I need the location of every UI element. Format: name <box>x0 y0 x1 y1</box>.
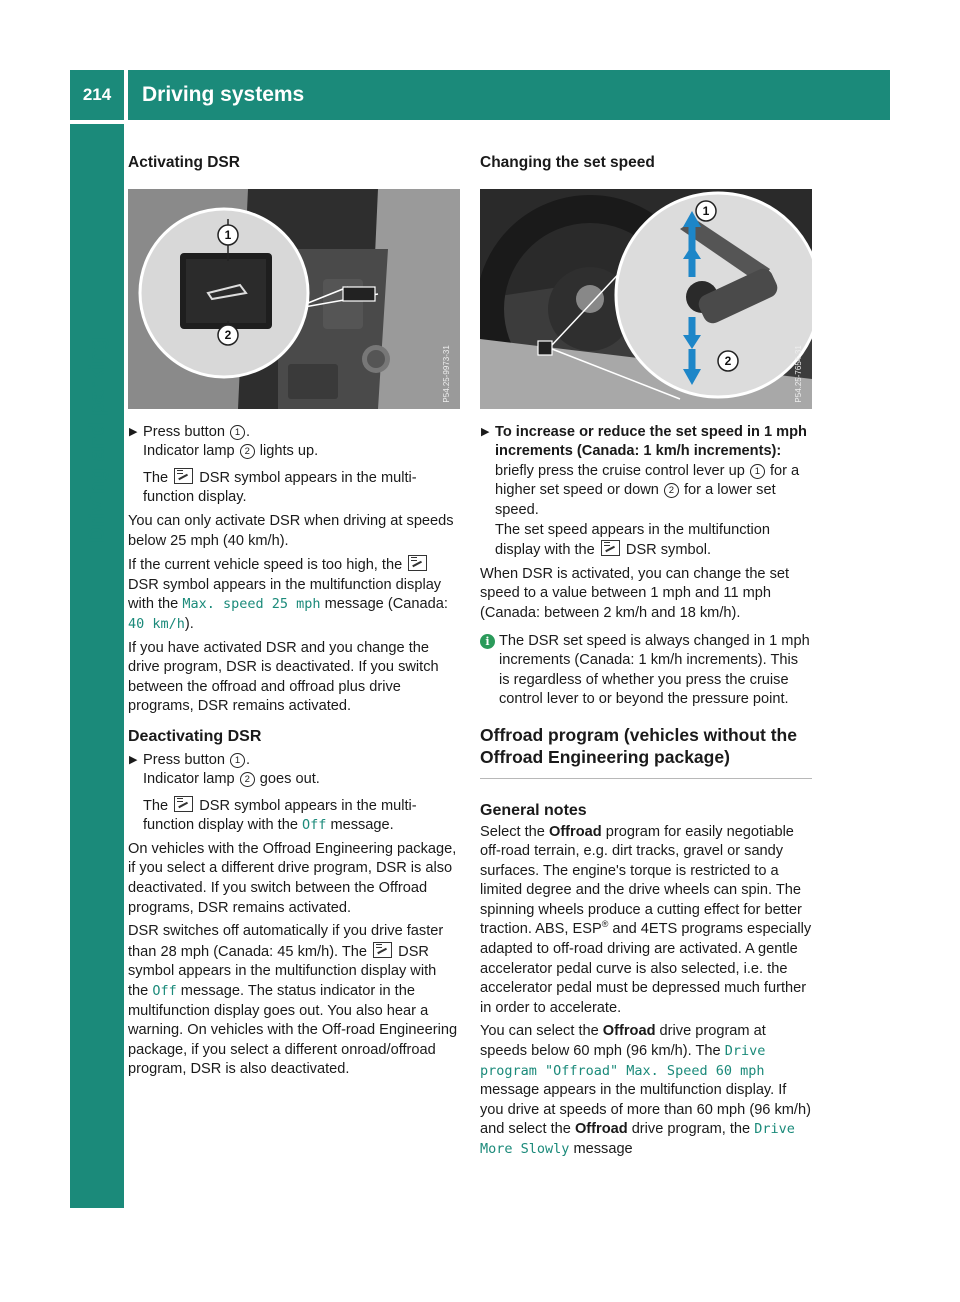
paragraph: When DSR is activated, you can change the set speed to a value between 1 mph and 11 mph (Canada: between 2 km/h and 18 km/h). <box>480 565 790 621</box>
deactivate-step: ▶ Press button 1 . Indicator lamp 2 goes out. The DSR symbol appears in the multi-function display with the Off message. <box>129 751 417 834</box>
paragraph: If you have activated DSR and you change the drive program, DSR is deactivated. If you switch between the offroad and offroad plus drive programs, DSR remains activated. <box>128 639 439 715</box>
paragraph: Select the Offroad program for easily negotiable off-road terrain, e.g. dirt tracks, gravel or sandy surfaces. The engine's torque is restricted to a limited degree and the drive wheels can spin. The spinning wheels produce a cutting effect for better traction. ABS, ESP® and 4ETS programs especially adapted to off-road driving are activated. A gentle accelerator pedal curve is also selected, i.e. the accelerator pedal must be depressed much further in order to accelerate. <box>480 823 812 1016</box>
paragraph: You can only activate DSR when driving at speeds below 25 mph (40 km/h). <box>128 512 454 549</box>
paragraph: On vehicles with the Offroad Engineering package, if you select a different drive program, DSR is also deactivated. If you switch between the Offroad programs, DSR remains activated. <box>128 840 457 916</box>
dsr-symbol-icon <box>601 540 620 556</box>
step-arrow-icon: ▶ <box>129 753 138 766</box>
side-tab <box>70 124 124 1208</box>
right-column <box>480 150 812 1164</box>
callout-1-icon: 1 <box>230 425 245 440</box>
left-column <box>128 150 460 1084</box>
center-console-figure <box>128 189 460 409</box>
dsr-symbol-icon <box>174 468 193 484</box>
callout-1: 1 <box>224 227 232 242</box>
callout-2: 2 <box>224 327 232 342</box>
side-tab-label: Driving and parking <box>84 336 109 544</box>
callout-1-icon: 1 <box>750 464 765 479</box>
page-header <box>70 70 890 120</box>
display-message: Max. speed 25 mph <box>182 596 321 613</box>
display-message: Drive program "Offroad" Max. Speed 60 mph <box>480 1043 766 1079</box>
step-arrow-icon: ▶ <box>129 425 138 438</box>
dsr-symbol-icon <box>373 942 392 958</box>
general-notes-heading: General notes <box>480 801 587 819</box>
info-icon: i <box>480 634 495 649</box>
callout-2: 2 <box>724 353 732 368</box>
callout-2-icon: 2 <box>664 483 679 498</box>
callout-2-icon: 2 <box>240 444 255 459</box>
figure-code: P54.25-7654-31 <box>793 345 803 403</box>
paragraph: If the current vehicle speed is too high, the DSR symbol appears in the multifunction display with the Max. speed 25 mph message (Canada: 40 km/h). <box>128 557 448 632</box>
paragraph: You can select the Offroad drive program at speeds below 60 mph (96 km/h). The Drive program "Offroad" Max. Speed 60 mph message appears in the multifunction display. If you drive at speeds of more than 60 mph (96 km/h) and select the Offroad drive program, the Drive More Slowly message <box>480 1023 811 1157</box>
display-message: Drive More Slowly <box>480 1121 795 1157</box>
display-message: Off <box>302 817 327 834</box>
offroad-program-heading: Offroad program (vehicles without the Offroad Engineering package) <box>480 724 812 779</box>
changing-speed-heading: Changing the set speed <box>480 154 655 171</box>
info-note: i The DSR set speed is always changed in 1 mph increments (Canada: 1 km/h increments). This is regardless of whether you press the cruise control lever to or beyond the pressure point. <box>480 632 812 710</box>
page-number: 214 <box>70 70 124 120</box>
center-console-illustration <box>128 189 460 409</box>
dsr-symbol-icon <box>408 555 427 571</box>
deactivating-dsr-heading: Deactivating DSR <box>128 727 262 745</box>
display-message: Off <box>152 983 177 1000</box>
callout-2-icon: 2 <box>240 772 255 787</box>
cruise-lever-illustration <box>480 189 812 409</box>
step-arrow-icon: ▶ <box>481 425 490 438</box>
activate-step: ▶ Press button 1 . Indicator lamp 2 lights up. The DSR symbol appears in the multi-function display. <box>129 423 417 506</box>
section-title: Driving systems <box>128 70 890 120</box>
callout-1-icon: 1 <box>230 753 245 768</box>
change-speed-step: ▶ To increase or reduce the set speed in 1 mph increments (Canada: 1 km/h increments): briefly press the cruise control lever up 1 for a higher set speed or down 2 for a lower set speed. The set speed appears in the multifunction display with the DSR symbol. <box>481 423 807 559</box>
cruise-lever-figure <box>480 189 812 409</box>
paragraph: DSR switches off automatically if you drive faster than 28 mph (Canada: 45 km/h). The DSR symbol appears in the multifunction display with the Off message. The status indicator in the multifunction display goes out. You also hear a warning. On vehicles with the Off-road Engineering package, if you select a different onroad/offroad program, DSR is also deactivated. <box>128 923 458 1078</box>
callout-1: 1 <box>702 203 710 218</box>
dsr-symbol-icon <box>174 796 193 812</box>
figure-code: P54.25-9973-31 <box>441 345 451 403</box>
activating-dsr-heading: Activating DSR <box>128 154 240 171</box>
display-message: 40 km/h <box>128 615 185 632</box>
